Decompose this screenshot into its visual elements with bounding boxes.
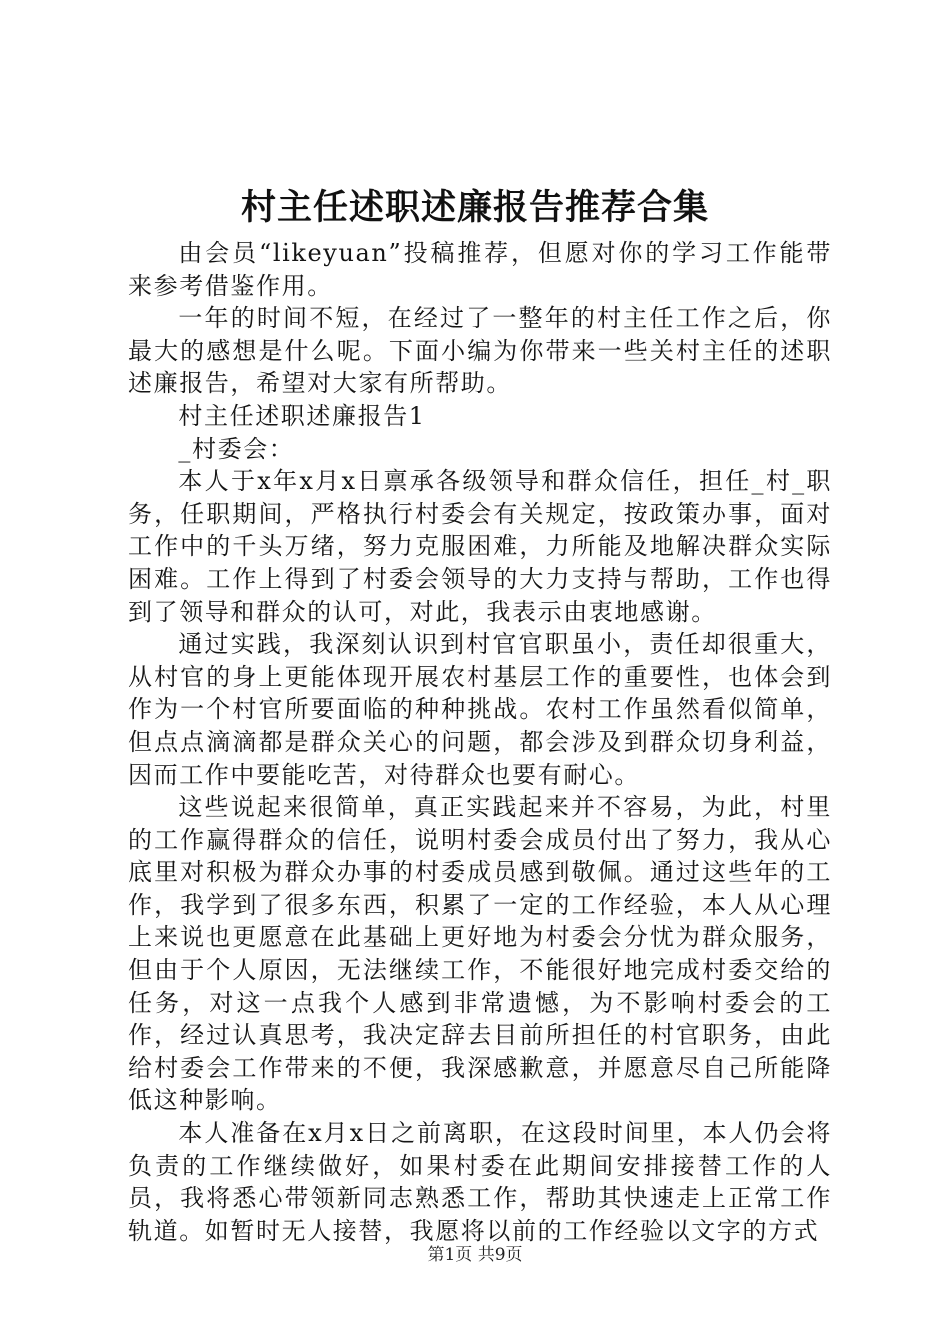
document-body [128, 237, 832, 1247]
page-footer: 第1页 共9页 [427, 1245, 523, 1265]
salutation: _村委会： [178, 434, 295, 463]
paragraph: 本人于x年x月x日禀承各级领导和群众信任，担任_村_职务，任职期间，严格执行村委会有关规定，按政策办事，面对工作中的千头万绪，努力克服困难，力所能及地解决群众实际困难。工作上得到了村委会领导的大力支持与帮助，工作也得到了领导和群众的认可，对此，我表示由衷地感谢。 [128, 467, 832, 626]
document-title: 村主任述职述廉报告推荐合集 [240, 187, 709, 228]
paragraph: 本人准备在x月x日之前离职，在这段时间里，本人仍会将负责的工作继续做好，如果村委在此期间安排接替工作的人员，我将悉心带领新同志熟悉工作，帮助其快速走上正常工作轨道。如暂时无人接替，我愿将以前的工作经验以文字的方式 [128, 1119, 832, 1245]
section-heading: 村主任述职述廉报告1 [178, 401, 426, 430]
paragraph: 一年的时间不短，在经过了一整年的村主任工作之后，你最大的感想是什么呢。下面小编为你带来一些关村主任的述职述廉报告，希望对大家有所帮助。 [128, 304, 832, 398]
paragraph: 通过实践，我深刻认识到村官官职虽小，责任却很重大，从村官的身上更能体现开展农村基层工作的重要性，也体会到作为一个村官所要面临的种种挑战。农村工作虽然看似简单，但点点滴滴都是群众关心的问题，都会涉及到群众切身利益，因而工作中要能吃苦，对待群众也要有耐心。 [128, 630, 832, 789]
paragraph: 由会员“likeyuan”投稿推荐，但愿对你的学习工作能带来参考借鉴作用。 [128, 239, 832, 300]
paragraph: 这些说起来很简单，真正实践起来并不容易，为此，村里的工作赢得群众的信任，说明村委会成员付出了努力，我从心底里对积极为群众办事的村委成员感到敬佩。通过这些年的工作，我学到了很多东西，积累了一定的工作经验，本人从心理上来说也更愿意在此基础上更好地为村委会分忧为群众服务，但由于个人原因，无法继续工作，不能很好地完成村委交给的任务，对这一点我个人感到非常遗憾，为不影响村委会的工作，经过认真思考，我决定辞去目前所担任的村官职务，由此给村委会工作带来的不便，我深感歉意，并愿意尽自己所能降低这种影响。 [128, 793, 832, 1115]
